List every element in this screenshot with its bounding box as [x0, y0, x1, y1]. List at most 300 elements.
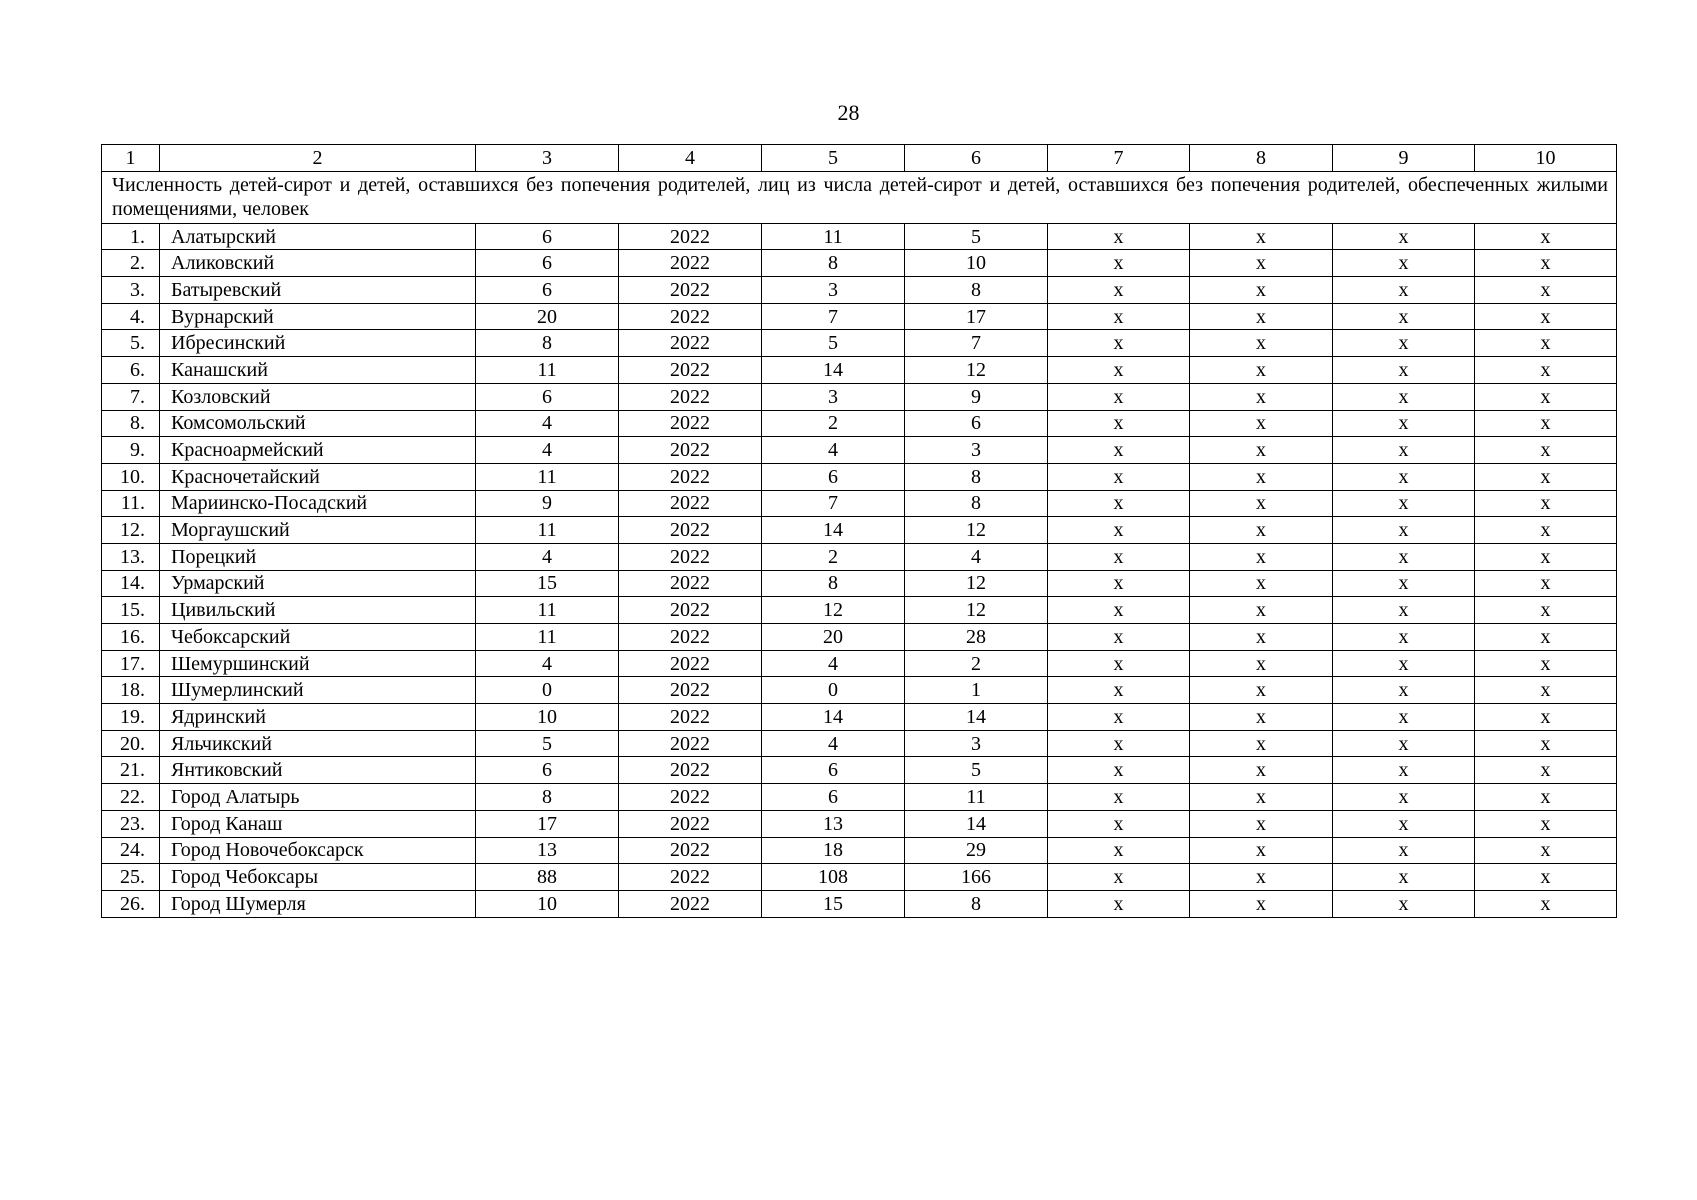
col6-cell: 12: [905, 517, 1048, 544]
page-number: 28: [837, 100, 860, 125]
table-row: [102, 704, 1617, 731]
col6-cell: 5: [905, 223, 1048, 250]
year-cell: 2022: [619, 517, 762, 544]
table-row: [102, 277, 1617, 304]
col8-cell: х: [1190, 303, 1333, 330]
col3-cell: 6: [476, 277, 619, 304]
table-row: [102, 437, 1617, 464]
table-row: [102, 463, 1617, 490]
col5-cell: 6: [762, 757, 905, 784]
row-number-cell: 18.: [102, 677, 160, 704]
col8-cell: х: [1190, 223, 1333, 250]
col9-cell: х: [1333, 704, 1475, 731]
table-row: [102, 597, 1617, 624]
col9-cell: х: [1333, 490, 1475, 517]
col10-cell: х: [1475, 543, 1617, 570]
col10-cell: х: [1475, 730, 1617, 757]
table-row: [102, 410, 1617, 437]
table-row: [102, 223, 1617, 250]
col3-cell: 8: [476, 784, 619, 811]
district-name-cell: Аликовский: [160, 250, 476, 277]
col8-cell: х: [1190, 490, 1333, 517]
col5-cell: 18: [762, 837, 905, 864]
district-name-cell: Город Шумерля: [160, 890, 476, 917]
col6-cell: 8: [905, 463, 1048, 490]
year-cell: 2022: [619, 570, 762, 597]
col6-cell: 12: [905, 357, 1048, 384]
year-cell: 2022: [619, 277, 762, 304]
col3-cell: 9: [476, 490, 619, 517]
district-name-cell: Янтиковский: [160, 757, 476, 784]
col5-cell: 14: [762, 704, 905, 731]
col7-cell: х: [1048, 330, 1190, 357]
district-name-cell: Ибресинский: [160, 330, 476, 357]
col5-cell: 8: [762, 250, 905, 277]
table-row: [102, 517, 1617, 544]
col7-cell: х: [1048, 650, 1190, 677]
col9-cell: х: [1333, 624, 1475, 651]
col5-cell: 2: [762, 410, 905, 437]
col6-cell: 29: [905, 837, 1048, 864]
col3-cell: 4: [476, 650, 619, 677]
district-name-cell: Яльчикский: [160, 730, 476, 757]
col3-cell: 11: [476, 624, 619, 651]
table-row: [102, 890, 1617, 917]
col8-cell: х: [1190, 250, 1333, 277]
table-row: [102, 570, 1617, 597]
col7-cell: х: [1048, 277, 1190, 304]
district-name-cell: Чебоксарский: [160, 624, 476, 651]
district-name-cell: Козловский: [160, 383, 476, 410]
col7-cell: х: [1048, 730, 1190, 757]
col8-cell: х: [1190, 437, 1333, 464]
year-cell: 2022: [619, 543, 762, 570]
year-cell: 2022: [619, 250, 762, 277]
col9-cell: х: [1333, 810, 1475, 837]
district-name-cell: Урмарский: [160, 570, 476, 597]
year-cell: 2022: [619, 303, 762, 330]
row-number-cell: 2.: [102, 250, 160, 277]
row-number-cell: 15.: [102, 597, 160, 624]
col5-cell: 15: [762, 890, 905, 917]
year-cell: 2022: [619, 597, 762, 624]
col10-cell: х: [1475, 410, 1617, 437]
col6-cell: 166: [905, 864, 1048, 891]
column-number-cell: 2: [160, 145, 476, 172]
col3-cell: 4: [476, 410, 619, 437]
col10-cell: х: [1475, 383, 1617, 410]
district-name-cell: Красночетайский: [160, 463, 476, 490]
col9-cell: х: [1333, 223, 1475, 250]
col9-cell: х: [1333, 837, 1475, 864]
col10-cell: х: [1475, 624, 1617, 651]
col9-cell: х: [1333, 410, 1475, 437]
col8-cell: х: [1190, 543, 1333, 570]
row-number-cell: 6.: [102, 357, 160, 384]
col9-cell: х: [1333, 784, 1475, 811]
col6-cell: 5: [905, 757, 1048, 784]
row-number-cell: 8.: [102, 410, 160, 437]
row-number-cell: 21.: [102, 757, 160, 784]
col3-cell: 8: [476, 330, 619, 357]
col6-cell: 10: [905, 250, 1048, 277]
col7-cell: х: [1048, 303, 1190, 330]
row-number-cell: 13.: [102, 543, 160, 570]
col10-cell: х: [1475, 784, 1617, 811]
column-number-cell: 1: [102, 145, 160, 172]
district-name-cell: Красноармейский: [160, 437, 476, 464]
col6-cell: 14: [905, 704, 1048, 731]
col7-cell: х: [1048, 677, 1190, 704]
col5-cell: 8: [762, 570, 905, 597]
col7-cell: х: [1048, 757, 1190, 784]
district-name-cell: Батыревский: [160, 277, 476, 304]
col8-cell: х: [1190, 463, 1333, 490]
table-row: [102, 543, 1617, 570]
col9-cell: х: [1333, 330, 1475, 357]
col3-cell: 4: [476, 437, 619, 464]
column-number-row: [102, 145, 1617, 172]
col5-cell: 3: [762, 383, 905, 410]
column-number-cell: 5: [762, 145, 905, 172]
district-name-cell: Комсомольский: [160, 410, 476, 437]
col3-cell: 17: [476, 810, 619, 837]
district-name-cell: Шумерлинский: [160, 677, 476, 704]
col5-cell: 7: [762, 303, 905, 330]
col10-cell: х: [1475, 437, 1617, 464]
col7-cell: х: [1048, 517, 1190, 544]
col8-cell: х: [1190, 517, 1333, 544]
row-number-cell: 19.: [102, 704, 160, 731]
district-name-cell: Город Алатырь: [160, 784, 476, 811]
col8-cell: х: [1190, 757, 1333, 784]
column-number-cell: 4: [619, 145, 762, 172]
district-name-cell: Вурнарский: [160, 303, 476, 330]
year-cell: 2022: [619, 330, 762, 357]
col7-cell: х: [1048, 890, 1190, 917]
table-row: [102, 303, 1617, 330]
col7-cell: х: [1048, 250, 1190, 277]
district-name-cell: Цивильский: [160, 597, 476, 624]
col7-cell: х: [1048, 570, 1190, 597]
col8-cell: х: [1190, 597, 1333, 624]
col8-cell: х: [1190, 837, 1333, 864]
district-name-cell: Шемуршинский: [160, 650, 476, 677]
table-row: [102, 250, 1617, 277]
table-row: [102, 784, 1617, 811]
col5-cell: 7: [762, 490, 905, 517]
col10-cell: х: [1475, 704, 1617, 731]
year-cell: 2022: [619, 677, 762, 704]
table-row: [102, 624, 1617, 651]
table-row: [102, 357, 1617, 384]
col7-cell: х: [1048, 810, 1190, 837]
col8-cell: х: [1190, 277, 1333, 304]
col3-cell: 4: [476, 543, 619, 570]
col9-cell: х: [1333, 383, 1475, 410]
col9-cell: х: [1333, 303, 1475, 330]
col3-cell: 11: [476, 463, 619, 490]
col6-cell: 8: [905, 277, 1048, 304]
col10-cell: х: [1475, 810, 1617, 837]
row-number-cell: 4.: [102, 303, 160, 330]
col10-cell: х: [1475, 250, 1617, 277]
row-number-cell: 17.: [102, 650, 160, 677]
col3-cell: 6: [476, 250, 619, 277]
col6-cell: 3: [905, 730, 1048, 757]
col7-cell: х: [1048, 463, 1190, 490]
col9-cell: х: [1333, 517, 1475, 544]
year-cell: 2022: [619, 463, 762, 490]
col3-cell: 0: [476, 677, 619, 704]
col6-cell: 17: [905, 303, 1048, 330]
col9-cell: х: [1333, 730, 1475, 757]
col10-cell: х: [1475, 890, 1617, 917]
col8-cell: х: [1190, 864, 1333, 891]
col6-cell: 11: [905, 784, 1048, 811]
col7-cell: х: [1048, 784, 1190, 811]
year-cell: 2022: [619, 490, 762, 517]
col3-cell: 20: [476, 303, 619, 330]
table-row: [102, 837, 1617, 864]
district-name-cell: Моргаушский: [160, 517, 476, 544]
col8-cell: х: [1190, 624, 1333, 651]
col6-cell: 28: [905, 624, 1048, 651]
col5-cell: 20: [762, 624, 905, 651]
row-number-cell: 12.: [102, 517, 160, 544]
col8-cell: х: [1190, 810, 1333, 837]
col9-cell: х: [1333, 597, 1475, 624]
year-cell: 2022: [619, 437, 762, 464]
row-number-cell: 5.: [102, 330, 160, 357]
col7-cell: х: [1048, 223, 1190, 250]
table-row: [102, 810, 1617, 837]
col10-cell: х: [1475, 650, 1617, 677]
district-name-cell: Город Новочебоксарск: [160, 837, 476, 864]
col3-cell: 15: [476, 570, 619, 597]
year-cell: 2022: [619, 410, 762, 437]
district-name-cell: Город Канаш: [160, 810, 476, 837]
district-name-cell: Ядринский: [160, 704, 476, 731]
row-number-cell: 24.: [102, 837, 160, 864]
col8-cell: х: [1190, 890, 1333, 917]
col3-cell: 13: [476, 837, 619, 864]
col10-cell: х: [1475, 357, 1617, 384]
year-cell: 2022: [619, 223, 762, 250]
year-cell: 2022: [619, 730, 762, 757]
col6-cell: 7: [905, 330, 1048, 357]
row-number-cell: 10.: [102, 463, 160, 490]
col5-cell: 3: [762, 277, 905, 304]
col9-cell: х: [1333, 463, 1475, 490]
col10-cell: х: [1475, 570, 1617, 597]
col5-cell: 14: [762, 357, 905, 384]
table-row: [102, 864, 1617, 891]
year-cell: 2022: [619, 864, 762, 891]
row-number-cell: 7.: [102, 383, 160, 410]
col7-cell: х: [1048, 704, 1190, 731]
col3-cell: 6: [476, 383, 619, 410]
col9-cell: х: [1333, 570, 1475, 597]
data-table: [101, 144, 1617, 918]
col6-cell: 4: [905, 543, 1048, 570]
row-number-cell: 25.: [102, 864, 160, 891]
column-number-cell: 8: [1190, 145, 1333, 172]
col8-cell: х: [1190, 704, 1333, 731]
col10-cell: х: [1475, 677, 1617, 704]
col5-cell: 2: [762, 543, 905, 570]
col9-cell: х: [1333, 277, 1475, 304]
row-number-cell: 3.: [102, 277, 160, 304]
col7-cell: х: [1048, 410, 1190, 437]
year-cell: 2022: [619, 704, 762, 731]
col9-cell: х: [1333, 890, 1475, 917]
col9-cell: х: [1333, 250, 1475, 277]
col9-cell: х: [1333, 864, 1475, 891]
col5-cell: 11: [762, 223, 905, 250]
col10-cell: х: [1475, 597, 1617, 624]
col5-cell: 13: [762, 810, 905, 837]
table-body: [102, 145, 1617, 918]
col10-cell: х: [1475, 223, 1617, 250]
col6-cell: 8: [905, 490, 1048, 517]
col10-cell: х: [1475, 864, 1617, 891]
row-number-cell: 26.: [102, 890, 160, 917]
col6-cell: 12: [905, 597, 1048, 624]
col6-cell: 6: [905, 410, 1048, 437]
row-number-cell: 11.: [102, 490, 160, 517]
col6-cell: 14: [905, 810, 1048, 837]
col9-cell: х: [1333, 543, 1475, 570]
year-cell: 2022: [619, 837, 762, 864]
col3-cell: 6: [476, 223, 619, 250]
col8-cell: х: [1190, 730, 1333, 757]
col10-cell: х: [1475, 757, 1617, 784]
year-cell: 2022: [619, 357, 762, 384]
col3-cell: 11: [476, 597, 619, 624]
section-title-row: [102, 171, 1617, 223]
column-number-cell: 7: [1048, 145, 1190, 172]
district-name-cell: Город Чебоксары: [160, 864, 476, 891]
col3-cell: 5: [476, 730, 619, 757]
column-number-cell: 3: [476, 145, 619, 172]
col8-cell: х: [1190, 784, 1333, 811]
col6-cell: 2: [905, 650, 1048, 677]
col10-cell: х: [1475, 277, 1617, 304]
col7-cell: х: [1048, 490, 1190, 517]
col7-cell: х: [1048, 624, 1190, 651]
district-name-cell: Мариинско-Посадский: [160, 490, 476, 517]
col6-cell: 3: [905, 437, 1048, 464]
col7-cell: х: [1048, 864, 1190, 891]
year-cell: 2022: [619, 784, 762, 811]
year-cell: 2022: [619, 757, 762, 784]
col5-cell: 5: [762, 330, 905, 357]
col5-cell: 4: [762, 437, 905, 464]
col9-cell: х: [1333, 757, 1475, 784]
table-row: [102, 650, 1617, 677]
col9-cell: х: [1333, 650, 1475, 677]
year-cell: 2022: [619, 890, 762, 917]
col3-cell: 10: [476, 890, 619, 917]
table-row: [102, 490, 1617, 517]
row-number-cell: 1.: [102, 223, 160, 250]
col8-cell: х: [1190, 383, 1333, 410]
row-number-cell: 22.: [102, 784, 160, 811]
district-name-cell: Канашский: [160, 357, 476, 384]
col5-cell: 6: [762, 463, 905, 490]
col10-cell: х: [1475, 837, 1617, 864]
col10-cell: х: [1475, 490, 1617, 517]
col9-cell: х: [1333, 357, 1475, 384]
col9-cell: х: [1333, 437, 1475, 464]
col5-cell: 6: [762, 784, 905, 811]
col5-cell: 12: [762, 597, 905, 624]
col3-cell: 6: [476, 757, 619, 784]
col8-cell: х: [1190, 357, 1333, 384]
col3-cell: 11: [476, 357, 619, 384]
district-name-cell: Порецкий: [160, 543, 476, 570]
col3-cell: 10: [476, 704, 619, 731]
col5-cell: 4: [762, 650, 905, 677]
row-number-cell: 16.: [102, 624, 160, 651]
col6-cell: 12: [905, 570, 1048, 597]
year-cell: 2022: [619, 383, 762, 410]
table-row: [102, 730, 1617, 757]
col5-cell: 0: [762, 677, 905, 704]
col10-cell: х: [1475, 303, 1617, 330]
col8-cell: х: [1190, 650, 1333, 677]
col7-cell: х: [1048, 437, 1190, 464]
table-row: [102, 677, 1617, 704]
col6-cell: 8: [905, 890, 1048, 917]
col5-cell: 108: [762, 864, 905, 891]
col9-cell: х: [1333, 677, 1475, 704]
column-number-cell: 10: [1475, 145, 1617, 172]
col6-cell: 9: [905, 383, 1048, 410]
col3-cell: 11: [476, 517, 619, 544]
col7-cell: х: [1048, 543, 1190, 570]
row-number-cell: 14.: [102, 570, 160, 597]
col7-cell: х: [1048, 837, 1190, 864]
row-number-cell: 9.: [102, 437, 160, 464]
year-cell: 2022: [619, 650, 762, 677]
col8-cell: х: [1190, 570, 1333, 597]
row-number-cell: 20.: [102, 730, 160, 757]
col8-cell: х: [1190, 330, 1333, 357]
col7-cell: х: [1048, 357, 1190, 384]
col10-cell: х: [1475, 517, 1617, 544]
col8-cell: х: [1190, 410, 1333, 437]
col10-cell: х: [1475, 330, 1617, 357]
col5-cell: 14: [762, 517, 905, 544]
col3-cell: 88: [476, 864, 619, 891]
year-cell: 2022: [619, 624, 762, 651]
col7-cell: х: [1048, 383, 1190, 410]
row-number-cell: 23.: [102, 810, 160, 837]
col6-cell: 1: [905, 677, 1048, 704]
district-name-cell: Алатырский: [160, 223, 476, 250]
col7-cell: х: [1048, 597, 1190, 624]
col10-cell: х: [1475, 463, 1617, 490]
table-row: [102, 383, 1617, 410]
table-row: [102, 330, 1617, 357]
col5-cell: 4: [762, 730, 905, 757]
table-row: [102, 757, 1617, 784]
year-cell: 2022: [619, 810, 762, 837]
section-title: Численность детей-сирот и детей, оставшихся без попечения родителей, лиц из числа детей-сирот и детей, оставшихся без попечения родителей, обеспеченных жилыми помещениями, человек: [102, 171, 1617, 223]
col8-cell: х: [1190, 677, 1333, 704]
